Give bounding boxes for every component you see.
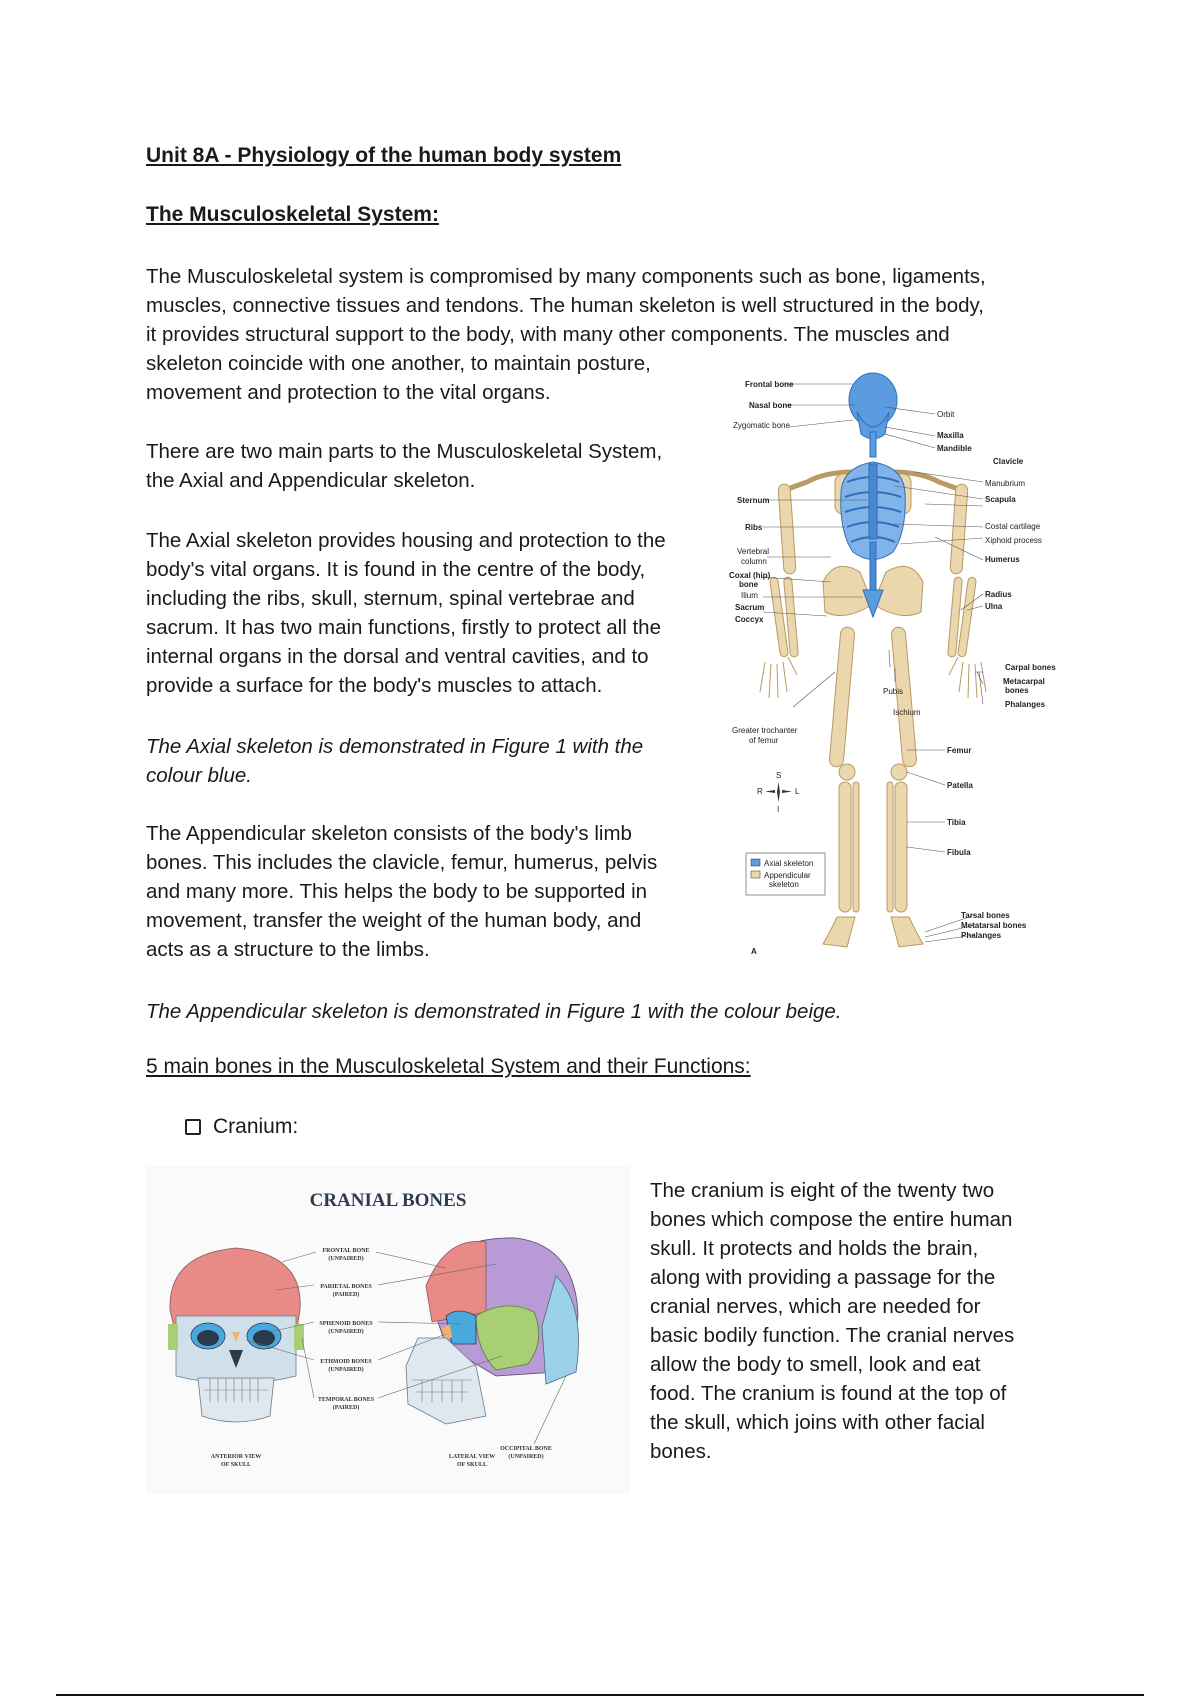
label-coccyx: Coccyx bbox=[735, 615, 764, 624]
label-lateral-of-skull: OF SKULL bbox=[457, 1462, 487, 1468]
label-temporal-note: (PAIRED) bbox=[332, 1405, 360, 1411]
label-manubrium: Manubrium bbox=[985, 479, 1026, 488]
checkbox[interactable] bbox=[185, 1119, 201, 1135]
cranium-line: basic bodily function. The cranial nerves bbox=[650, 1324, 1015, 1347]
label-orbit: Orbit bbox=[937, 410, 955, 419]
label-tarsal-bones: Tarsal bones bbox=[961, 911, 1010, 920]
label-sacrum: Sacrum bbox=[735, 603, 765, 612]
cranium-line: allow the body to smell, look and eat bbox=[650, 1353, 981, 1376]
label-metacarpal: Metacarpal bbox=[1003, 677, 1045, 686]
appendicular-line: acts as a structure to the limbs. bbox=[146, 938, 430, 961]
label-carpal-bones: Carpal bones bbox=[1005, 663, 1056, 672]
label-costal-cartilage: Costal cartilage bbox=[985, 522, 1041, 531]
label-sphenoid-note: (UNPAIRED) bbox=[328, 1329, 364, 1335]
appendicular-line: and many more. This helps the body to be supported in bbox=[146, 880, 648, 903]
cranium-line: food. The cranium is found at the top of bbox=[650, 1382, 1007, 1405]
cranium-paragraph bbox=[650, 1176, 1014, 1466]
skeleton-legend bbox=[746, 853, 825, 895]
cranium-line: The cranium is eight of the twenty two bbox=[650, 1179, 995, 1202]
label-sphenoid-bones: SPHENOID BONES bbox=[319, 1321, 373, 1327]
checklist-label: Cranium: bbox=[213, 1115, 299, 1138]
compass-l: L bbox=[795, 787, 800, 796]
intro-line: it provides structural support to the body, with many other components. The muscles and bbox=[146, 323, 950, 346]
label-xiphoid-process: Xiphoid process bbox=[985, 536, 1042, 545]
axial-note-line: colour blue. bbox=[146, 764, 252, 787]
compass-i: I bbox=[777, 805, 780, 814]
label-coxal-hip: Coxal (hip) bbox=[729, 571, 771, 580]
label-frontal-note: (UNPAIRED) bbox=[328, 1256, 364, 1262]
legend-skeleton: skeleton bbox=[769, 880, 799, 889]
label-sternum: Sternum bbox=[737, 496, 770, 505]
label-ethmoid-bones: ETHMOID BONES bbox=[320, 1359, 372, 1365]
label-tibia: Tibia bbox=[947, 818, 966, 827]
appendicular-line: The Appendicular skeleton consists of the body's limb bbox=[146, 822, 632, 845]
cranium-line: cranial nerves, which are needed for bbox=[650, 1295, 981, 1318]
label-parietal-bones: PARIETAL BONES bbox=[320, 1284, 372, 1290]
axial-line: The Axial skeleton provides housing and protection to the bbox=[146, 529, 666, 552]
label-nasal-bone: Nasal bone bbox=[749, 401, 792, 410]
axial-line: sacrum. It has two main functions, firstly to protect all the bbox=[146, 616, 661, 639]
label-patella: Patella bbox=[947, 781, 973, 790]
parts-line: There are two main parts to the Musculoskeletal System, bbox=[146, 440, 663, 463]
label-anterior-view: ANTERIOR VIEW bbox=[210, 1454, 262, 1460]
label-column: column bbox=[741, 557, 767, 566]
axial-line: provide a surface for the body's muscles to attach. bbox=[146, 674, 603, 697]
label-phalanges-hand: Phalanges bbox=[1005, 700, 1046, 709]
label-ribs: Ribs bbox=[745, 523, 763, 532]
label-mandible: Mandible bbox=[937, 444, 972, 453]
compass-r: R bbox=[757, 787, 763, 796]
intro-line: muscles, connective tissues and tendons. The human skeleton is well structured in the body, bbox=[146, 294, 984, 317]
label-metacarpal-bones: bones bbox=[1005, 686, 1029, 695]
axial-note bbox=[146, 732, 643, 790]
label-anterior-of-skull: OF SKULL bbox=[221, 1462, 251, 1468]
label-radius: Radius bbox=[985, 590, 1012, 599]
label-greater-trochanter: Greater trochanter bbox=[732, 726, 798, 735]
compass-s: S bbox=[776, 771, 782, 780]
parts-line: the Axial and Appendicular skeleton. bbox=[146, 469, 476, 492]
label-phalanges-foot: Phalanges bbox=[961, 931, 1002, 940]
bones-heading: 5 main bones in the Musculoskeletal System and their Functions: bbox=[146, 1055, 751, 1078]
axial-line: including the ribs, skull, sternum, spinal vertebrae and bbox=[146, 587, 635, 610]
cranium-line: the skull, which joins with other facial bbox=[650, 1411, 985, 1434]
label-humerus: Humerus bbox=[985, 555, 1020, 564]
checklist-item-cranium[interactable] bbox=[185, 1115, 298, 1139]
cranial-bones-figure bbox=[146, 1166, 630, 1494]
cranium-line: along with providing a passage for the bbox=[650, 1266, 996, 1289]
label-scapula: Scapula bbox=[985, 495, 1016, 504]
parts-paragraph bbox=[146, 437, 662, 495]
footer-divider bbox=[56, 1694, 1144, 1696]
intro-line: movement and protection to the vital organs. bbox=[146, 381, 551, 404]
label-ethmoid-note: (UNPAIRED) bbox=[328, 1367, 364, 1373]
axial-paragraph bbox=[146, 526, 666, 700]
label-zygomatic-bone: Zygomatic bone bbox=[733, 421, 790, 430]
label-femur: Femur bbox=[947, 746, 972, 755]
cranium-line: skull. It protects and holds the brain, bbox=[650, 1237, 979, 1260]
axial-line: internal organs in the dorsal and ventral cavities, and to bbox=[146, 645, 649, 668]
label-ilium: Ilium bbox=[741, 591, 758, 600]
appendicular-note: The Appendicular skeleton is demonstrated in Figure 1 with the colour beige. bbox=[146, 1000, 842, 1023]
label-of-femur: of femur bbox=[749, 736, 779, 745]
section-title: The Musculoskeletal System: bbox=[146, 203, 439, 226]
cranium-line: bones which compose the entire human bbox=[650, 1208, 1013, 1231]
label-ischium: Ischium bbox=[893, 708, 921, 717]
label-fibula: Fibula bbox=[947, 848, 971, 857]
intro-line: skeleton coincide with one another, to maintain posture, bbox=[146, 352, 651, 375]
label-ulna: Ulna bbox=[985, 602, 1003, 611]
label-frontal-bone: Frontal bone bbox=[745, 380, 794, 389]
label-frontal-bone-cr: FRONTAL BONE bbox=[322, 1248, 370, 1254]
panel-letter: A bbox=[751, 947, 757, 956]
label-temporal-bones: TEMPORAL BONES bbox=[317, 1397, 375, 1403]
axial-line: body's vital organs. It is found in the centre of the body, bbox=[146, 558, 646, 581]
page-title: Unit 8A - Physiology of the human body system bbox=[146, 144, 622, 167]
skeleton-figure bbox=[729, 372, 1070, 962]
axial-note-line: The Axial skeleton is demonstrated in Figure 1 with the bbox=[146, 735, 644, 758]
cranium-line: bones. bbox=[650, 1440, 712, 1463]
label-clavicle: Clavicle bbox=[993, 457, 1024, 466]
label-lateral-view: LATERAL VIEW bbox=[448, 1454, 496, 1460]
appendicular-paragraph bbox=[146, 819, 657, 964]
label-pubis: Pubis bbox=[883, 687, 904, 696]
label-occipital-note: (UNPAIRED) bbox=[508, 1454, 544, 1460]
appendicular-line: bones. This includes the clavicle, femur, humerus, pelvis bbox=[146, 851, 658, 874]
legend-axial: Axial skeleton bbox=[764, 859, 814, 868]
label-maxilla: Maxilla bbox=[937, 431, 964, 440]
cranial-title: CRANIAL BONES bbox=[309, 1190, 467, 1211]
label-vertebral: Vertebral bbox=[737, 547, 770, 556]
label-metatarsal-bones: Metatarsal bones bbox=[961, 921, 1027, 930]
legend-appendicular: Appendicular bbox=[764, 871, 811, 880]
label-occipital-bone: OCCIPITAL BONE bbox=[500, 1446, 552, 1452]
label-bone: bone bbox=[739, 580, 759, 589]
intro-line: The Musculoskeletal system is compromised by many components such as bone, ligaments, bbox=[146, 265, 986, 288]
appendicular-line: movement, transfer the weight of the human body, and bbox=[146, 909, 642, 932]
label-parietal-note: (PAIRED) bbox=[332, 1292, 360, 1298]
